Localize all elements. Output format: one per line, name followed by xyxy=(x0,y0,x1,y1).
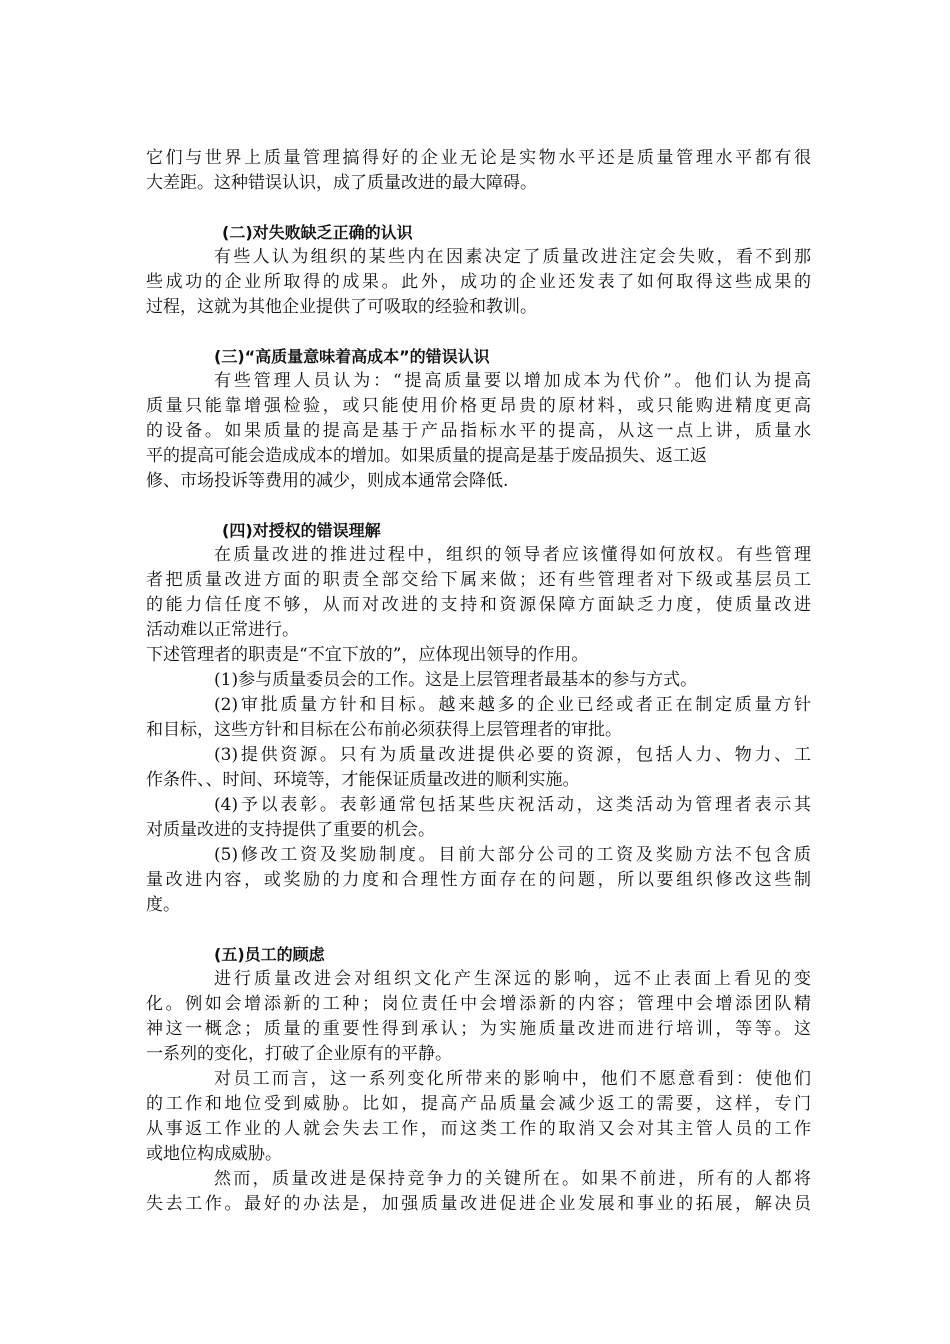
paragraph-line: 它们与世界上质量管理搞得好的企业无论是实物水平还是质量管理水平都有很 xyxy=(146,148,811,168)
paragraph-line: 有些管理人员认为：“提高质量要以增加成本为代价”。他们认为提高 xyxy=(214,371,811,391)
paragraph-line: 过程，这就为其他企业提供了可吸取的经验和教训。 xyxy=(146,297,537,317)
paragraph-line: 大差距。这种错误认识，成了质量改进的最大障碍。 xyxy=(146,173,537,193)
paragraph-line: 对员工而言，这一系列变化所带来的影响中，他们不愿意看到：使他们 xyxy=(214,1069,811,1089)
paragraph-line: 有些人认为组织的某些内在因素决定了质量改进注定会失败，看不到那 xyxy=(214,247,811,267)
spacer xyxy=(146,196,811,220)
spacer xyxy=(146,320,811,344)
paragraph-line: 下述管理者的职责是“不宜下放的”，应体现出领导的作用。 xyxy=(146,645,589,665)
section-heading-4: (四)对授权的错误理解 xyxy=(222,521,381,540)
section-heading-2: (二)对失败缺乏正确的认识 xyxy=(222,223,413,242)
paragraph-line: 量改进内容，或奖励的力度和合理性方面存在的问题，所以要组织修改这些制 xyxy=(146,870,811,890)
list-item: (1)参与质量委员会的工作。这是上层管理者最基本的参与方式。 xyxy=(214,670,698,690)
document-body xyxy=(146,146,811,1217)
paragraph-line: 化。例如会增添新的工种；岗位责任中会增添新的内容；管理中会增添团队精 xyxy=(146,994,811,1014)
section-heading-5: (五)员工的顾虑 xyxy=(214,945,325,964)
list-item: (3)提供资源。只有为质量改进提供必要的资源，包括人力、物力、工 xyxy=(214,745,811,765)
paragraph-line: 修、市场投诉等费用的减少，则成本通常会降低. xyxy=(146,471,509,491)
spacer xyxy=(146,918,811,942)
paragraph-line: 从事返工作业的人就会失去工作，而这类工作的取消又会对其主管人员的工作 xyxy=(146,1119,811,1139)
paragraph-line: 度。 xyxy=(146,895,180,915)
paragraph-line: 进行质量改进会对组织文化产生深远的影响，远不止表面上看见的变 xyxy=(214,969,811,989)
paragraph-line: 或地位构成威胁。 xyxy=(146,1144,282,1164)
paragraph-line: 者把质量改进方面的职责全部交给下属来做；还有些管理者对下级或基层员工 xyxy=(146,570,811,590)
paragraph-line: 些成功的企业所取得的成果。此外，成功的企业还发表了如何取得这些成果的 xyxy=(146,272,811,292)
list-item: (4)予以表彰。表彰通常包括某些庆祝活动，这类活动为管理者表示其 xyxy=(214,795,811,815)
list-item: (2)审批质量方针和目标。越来越多的企业已经或者正在制定质量方针 xyxy=(214,695,811,715)
spacer xyxy=(146,494,811,518)
paragraph-line: 一系列的变化，打破了企业原有的平静。 xyxy=(146,1044,452,1064)
paragraph-line: 平的提高可能会造成成本的增加。如果质量的提高是基于废品损失、返工返 xyxy=(146,446,707,466)
paragraph-line: 活动难以正常进行。 xyxy=(146,620,299,640)
paragraph-line: 的能力信任度不够，从而对改进的支持和资源保障方面缺乏力度，使质量改进 xyxy=(146,595,811,615)
paragraph-line: 在质量改进的推进过程中，组织的领导者应该懂得如何放权。有些管理 xyxy=(214,545,811,565)
paragraph-line: 的工作和地位受到威胁。比如，提高产品质量会减少返工的需要，这样，专门 xyxy=(146,1094,811,1114)
paragraph-line: 作条件、、时间、环境等，才能保证质量改进的顺利实施。 xyxy=(146,770,580,790)
paragraph-line: 质量只能靠增强检验，或只能使用价格更昂贵的原材料，或只能购进精度更高 xyxy=(146,396,811,416)
list-item: (5)修改工资及奖励制度。目前大部分公司的工资及奖励方法不包含质 xyxy=(214,845,811,865)
paragraph-line: 对质量改进的支持提供了重要的机会。 xyxy=(146,820,435,840)
paragraph-line: 和目标，这些方针和目标在公布前必须获得上层管理者的审批。 xyxy=(146,720,622,740)
paragraph-line: 神这一概念；质量的重要性得到承认；为实施质量改进而进行培训，等等。这 xyxy=(146,1019,811,1039)
paragraph-line: 然而，质量改进是保持竞争力的关键所在。如果不前进，所有的人都将 xyxy=(214,1169,811,1189)
section-heading-3: (三)“高质量意味着高成本”的错误认识 xyxy=(214,347,490,366)
paragraph-line: 的设备。如果质量的提高是基于产品指标水平的提高，从这一点上讲，质量水 xyxy=(146,421,811,441)
paragraph-line: 失去工作。最好的办法是，加强质量改进促进企业发展和事业的拓展，解决员 xyxy=(146,1194,811,1214)
